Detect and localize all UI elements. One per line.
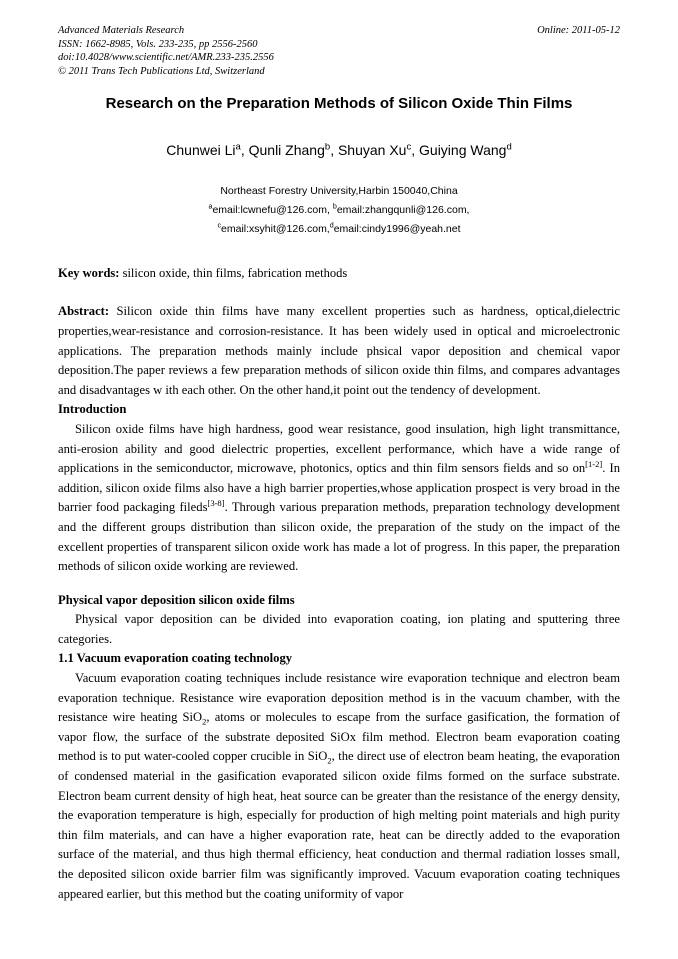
- keywords-text: silicon oxide, thin films, fabrication methods: [119, 266, 348, 281]
- citation-ref-3-8: [3-8]: [207, 498, 225, 509]
- intro-text-part-3: . Through various preparation methods, preparation technology development and the different groups distribution than silicon oxide, the preparation of the study on the impact of the excellent properties of transparent silicon oxide work has made a lot of progress. In this paper, the preparation methods of silicon oxide working are reviewed.: [58, 500, 620, 574]
- intro-text-part-1: Silicon oxide films have high hardness, good wear resistance, good insulation, high light transmittance, anti-erosion ability and good dielectric properties, excellent performance, which have a wide range of applications in the semiconductor, microwave, photonics, optics and thin film sensors fields and so on: [58, 421, 620, 476]
- author-2-sup: b: [324, 141, 331, 153]
- email-a: email:lcwnefu@126.com,: [212, 204, 333, 217]
- email-d: email:cindy1996@yeah.net: [333, 223, 461, 236]
- subsection-1-1-paragraph: [58, 669, 620, 904]
- section-heading-pvd: Physical vapor deposition silicon oxide films: [58, 592, 295, 607]
- keywords-label: Key words:: [58, 266, 120, 281]
- author-4-sup: d: [506, 141, 512, 153]
- email-b: email:zhangqunli@126.com,: [336, 204, 470, 217]
- abstract-block: [58, 302, 620, 400]
- author-4: , Guiying Wang: [411, 142, 507, 159]
- email-sup-d: d: [329, 221, 334, 230]
- author-3: , Shuyan Xu: [330, 142, 407, 159]
- introduction-paragraph: [58, 420, 620, 577]
- copyright-line: © 2011 Trans Tech Publications Ltd, Switzerland: [58, 65, 265, 77]
- citation-ref-1-2: [1-2]: [585, 458, 603, 469]
- author-2: , Qunli Zhang: [240, 142, 325, 159]
- pvd-paragraph: Physical vapor deposition can be divided into evaporation coating, ion plating and sputtering three categories.: [58, 612, 620, 646]
- sub-1-1-text-part-1: Vacuum evaporation coating techniques include resistance wire evaporation technique and electron beam evaporation technique. Resistance wire evaporation deposition method is in the vacuum chamber, with the resistance wire heating SiO: [58, 671, 620, 725]
- online-date: Online: 2011-05-12: [537, 25, 620, 36]
- subscript-2-first: 2: [202, 716, 207, 727]
- affiliation-institution: Northeast Forestry University,Harbin 150040,China: [220, 185, 458, 198]
- header-left: [58, 24, 451, 78]
- intro-text-part-2: . In addition, silicon oxide films also have a high barrier properties,whose application prospect is very broad in the barrier food packaging fileds: [58, 461, 620, 515]
- author-list: [58, 140, 620, 160]
- journal-name: Advanced Materials Research: [58, 25, 185, 36]
- sub-1-1-text-part-2: , atoms or molecules to escape from the surface gasification, the formation of vapor flow, the surface of the substrate deposited SiOx film method. Electron beam evaporation coating method is to put water-cooled copper crucible in SiO: [58, 710, 620, 764]
- section-heading-1-1: 1.1 Vacuum evaporation coating technology: [58, 651, 293, 666]
- author-1: Chunwei Li: [166, 142, 236, 159]
- page-header: [58, 24, 620, 78]
- doi-line: doi:10.4028/www.scientific.net/AMR.233-235.2556: [58, 52, 274, 64]
- email-sup-c: c: [217, 221, 222, 230]
- affiliation-emails-line-2: [58, 220, 620, 239]
- keywords-block: [58, 265, 620, 282]
- paper-title: Research on the Preparation Methods of Silicon Oxide Thin Films: [105, 95, 573, 113]
- section-heading-introduction: Introduction: [58, 402, 127, 417]
- email-c: email:xsyhit@126.com,: [221, 223, 330, 236]
- affiliation-emails-line-1: [58, 201, 620, 220]
- abstract-text: Silicon oxide thin films have many excellent properties such as hardness, optical,dielectric properties,wear-resistance and corrosion-resistance. It has been widely used in optical and microelectronic applications. The preparation methods mainly include phsical vapor deposition and chemical vapor deposition.The paper reviews a few preparation methods of silicon oxide thin films, and compares advantages and disadvantages w ith each other. On the other hand,it point out the tendency of development.: [58, 304, 620, 397]
- author-1-sup: a: [235, 141, 241, 153]
- subscript-2-second: 2: [327, 755, 332, 766]
- issn-line: ISSN: 1662-8985, Vols. 233-235, pp 2556-2560: [58, 38, 258, 50]
- sub-1-1-text-part-3: , the direct use of electron beam heating, the evaporation of condensed material in the gasification evaporated silicon oxide films formed on the surface substrate. Electron beam current density of high heat, heat source can be greater than the resistance of the energy density, the evaporation temperature is high, especially for production of high melting point materials and high purity thin film materials, and can have a higher evaporation rate, heat can be directly added to the evaporation surface of the material, and thus high thermal efficiency, heat conduction and thermal radiation losses small, the deposited silicon oxide barrier film was significantly improved. Vacuum evaporation coating techniques appeared earlier, but this method but the coating uniformity of vapor: [58, 749, 620, 901]
- email-sup-a: a: [208, 202, 213, 211]
- author-3-sup: c: [406, 141, 412, 153]
- abstract-label: Abstract:: [58, 304, 110, 319]
- email-sup-b: b: [332, 202, 337, 211]
